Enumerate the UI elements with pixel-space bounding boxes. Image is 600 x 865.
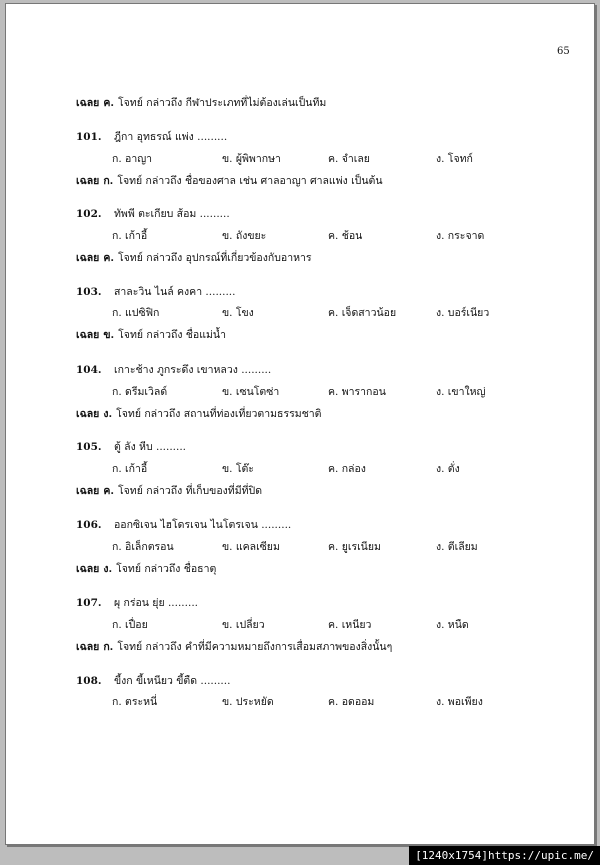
question-prompt: ผุ กร่อน ยุ่ย ......... [114, 597, 198, 609]
answer-text: โจทย์ กล่าวถึง ชื่อของศาล เช่น ศาลอาญา ศาลแพ่ง เป็นต้น [117, 175, 383, 187]
question-103 [76, 283, 235, 300]
question-108 [76, 672, 230, 689]
option-a: ก. ตระหนี่ [112, 696, 158, 708]
option-c: ค. เหนียว [328, 619, 372, 631]
answer-letter: ก. [103, 641, 114, 653]
option-d: ง. โจทก์ [436, 153, 473, 165]
option-c: ค. ช้อน [328, 230, 363, 242]
option-d: ง. เขาใหญ่ [436, 386, 486, 398]
question-prompt: ตู้ ลัง หีบ ......... [114, 441, 187, 453]
question-number: 108. [76, 675, 102, 687]
option-a: ก. ดรีมเวิลด์ [112, 386, 168, 398]
option-a: ก. แปซิฟิก [112, 307, 160, 319]
answer-text: โจทย์ กล่าวถึง ชื่อแม่น้ำ [118, 329, 226, 341]
answer-105 [76, 482, 262, 499]
answer-label: เฉลย [76, 329, 100, 341]
option-b: ข. เปลี่ยว [222, 619, 265, 631]
answer-letter: ค. [103, 252, 115, 264]
page-number: 65 [557, 46, 570, 57]
answer-text: โจทย์ กล่าวถึง อุปกรณ์ที่เกี่ยวข้องกับอาหาร [118, 252, 312, 264]
question-prompt: ขี้งก ขี้เหนียว ขี้ตืด ......... [114, 675, 231, 687]
option-c: ค. ยูเรเนียม [328, 541, 381, 553]
option-a: ก. อาญา [112, 153, 153, 165]
question-prompt: ออกซิเจน ไฮโดรเจน ไนโตรเจน ......... [114, 519, 292, 531]
answer-text: โจทย์ กล่าวถึง ชื่อธาตุ [116, 563, 217, 575]
question-number: 102. [76, 208, 102, 220]
option-b: ข. เซนโตซ่า [222, 386, 280, 398]
option-d: ง. ตั่ง [436, 463, 460, 475]
question-105 [76, 438, 186, 455]
answer-letter: ค. [103, 97, 115, 109]
option-b: ข. ประหยัด [222, 696, 274, 708]
answer-text: โจทย์ กล่าวถึง สถานที่ท่องเที่ยวตามธรรมชาติ [116, 408, 322, 420]
answer-label: เฉลย [76, 563, 100, 575]
answer-letter: ข. [103, 329, 115, 341]
question-106 [76, 516, 291, 533]
option-a: ก. เก้าอี้ [112, 463, 148, 475]
option-a: ก. เก้าอี้ [112, 230, 148, 242]
option-c: ค. กล่อง [328, 463, 366, 475]
option-b: ข. โขง [222, 307, 254, 319]
answer-text: โจทย์ กล่าวถึง ที่เก็บของที่มีที่ปิด [118, 485, 263, 497]
question-104 [76, 361, 271, 378]
option-a: ก. อิเล็กตรอน [112, 541, 174, 553]
answer-101 [76, 172, 383, 189]
question-prompt: เกาะช้าง ภูกระดึง เขาหลวง ......... [114, 364, 272, 376]
answer-letter: ก. [103, 175, 114, 187]
option-c: ค. เจ็ดสาวน้อย [328, 307, 397, 319]
question-number: 106. [76, 519, 102, 531]
answer-102 [76, 249, 312, 266]
answer-text: โจทย์ กล่าวถึง คำที่มีความหมายถึงการเสื่อมสภาพของสิ่งนั้นๆ [117, 641, 393, 653]
option-d: ง. ตีเลียม [436, 541, 478, 553]
option-c: ค. อดออม [328, 696, 375, 708]
question-number: 101. [76, 131, 102, 143]
answer-text: โจทย์ กล่าวถึง กีฬาประเภทที่ไม่ต้องเล่นเป็นทีม [118, 97, 327, 109]
answer-letter: ง. [103, 408, 113, 420]
question-prompt: ฎีกา อุทธรณ์ แพ่ง ......... [114, 131, 228, 143]
question-prompt: สาละวิน ไนล์ คงคา ......... [114, 286, 236, 298]
image-host-caption: [1240x1754]https://upic.me/ [409, 846, 600, 865]
answer-106 [76, 560, 216, 577]
answer-103 [76, 326, 226, 343]
answer-letter: ง. [103, 563, 113, 575]
option-d: ง. หนืด [436, 619, 469, 631]
option-d: ง. พอเพียง [436, 696, 483, 708]
option-d: ง. บอร์เนียว [436, 307, 490, 319]
question-number: 107. [76, 597, 102, 609]
answer-line [76, 94, 326, 111]
answer-label: เฉลย [76, 175, 100, 187]
question-prompt: ทัพพี ตะเกียบ ส้อม ......... [114, 208, 230, 220]
answer-label: เฉลย [76, 641, 100, 653]
answer-label: เฉลย [76, 97, 100, 109]
document-page [5, 3, 595, 845]
option-b: ข. โต๊ะ [222, 463, 254, 475]
answer-label: เฉลย [76, 485, 100, 497]
answer-letter: ค. [103, 485, 115, 497]
answer-label: เฉลย [76, 252, 100, 264]
question-102 [76, 205, 230, 222]
option-d: ง. กระจาด [436, 230, 485, 242]
answer-label: เฉลย [76, 408, 100, 420]
option-b: ข. ผู้พิพากษา [222, 153, 281, 165]
question-107 [76, 594, 198, 611]
option-c: ค. จำเลย [328, 153, 370, 165]
option-b: ข. แคลเซียม [222, 541, 280, 553]
question-number: 104. [76, 364, 102, 376]
question-number: 103. [76, 286, 102, 298]
answer-107 [76, 638, 392, 655]
question-101 [76, 128, 227, 145]
answer-104 [76, 405, 322, 422]
option-b: ข. ถังขยะ [222, 230, 267, 242]
option-c: ค. พารากอน [328, 386, 386, 398]
option-a: ก. เปื่อย [112, 619, 148, 631]
question-number: 105. [76, 441, 102, 453]
